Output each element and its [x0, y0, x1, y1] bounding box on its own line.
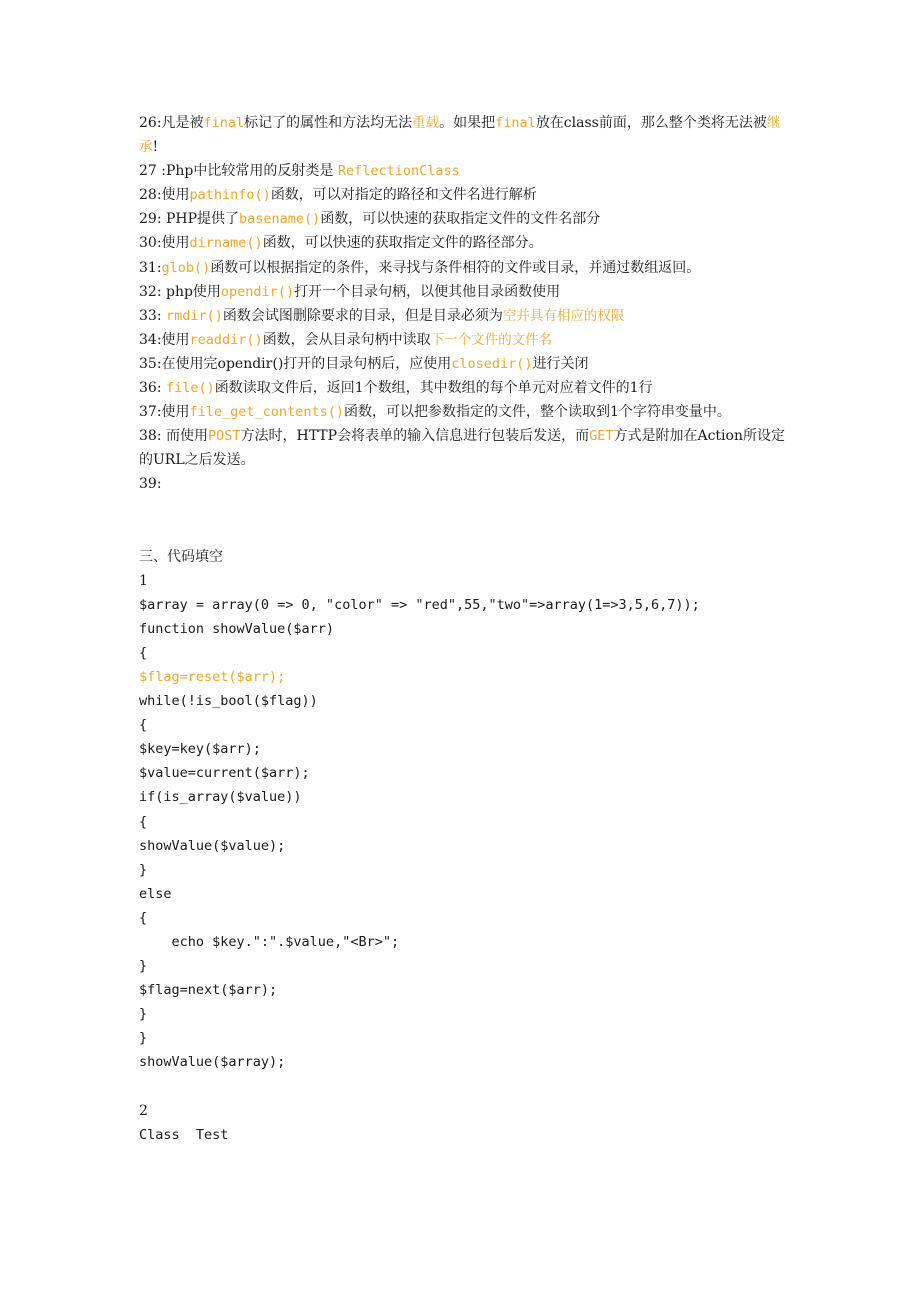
code-line: { — [139, 813, 148, 830]
highlighted-term: 重载 — [412, 115, 440, 131]
note-38 — [139, 424, 789, 472]
note-text: 30:使用 — [139, 235, 190, 252]
section-title: 三、代码填空 — [139, 548, 223, 565]
note-text: 37:使用 — [139, 404, 190, 421]
note-27 — [139, 159, 789, 183]
note-text: 函数，可以把参数指定的文件，整个读取到1个字符串变量中。 — [343, 404, 731, 421]
highlighted-term: pathinfo() — [189, 187, 271, 204]
note-text: 31: — [139, 259, 162, 276]
note-text: 函数，可以快速的获取指定文件的文件名部分 — [320, 211, 601, 228]
note-28 — [139, 183, 789, 207]
note-text: 26:凡是被 — [139, 115, 204, 131]
note-text: 35:在使用完opendir()打开的目录句柄后，应使用 — [139, 355, 452, 372]
note-text: 32: php使用 — [139, 283, 221, 300]
note-36 — [139, 376, 789, 400]
code-line: } — [139, 1030, 148, 1047]
note-text: 函数可以根据指定的条件，来寻找与条件相符的文件或目录，并通过数组返回。 — [210, 259, 701, 276]
code-line: { — [139, 644, 148, 661]
code-block-2 — [139, 1123, 789, 1147]
note-text: 方法时，HTTP会将表单的输入信息进行包装后发送，而 — [240, 428, 590, 445]
highlighted-term: glob() — [161, 259, 211, 276]
note-text: 进行关闭 — [532, 355, 589, 372]
highlighted-term: 下一个文件的文件名 — [430, 331, 553, 348]
note-text: 标记了的属性和方法均无法 — [244, 115, 413, 131]
document-page — [139, 111, 789, 1147]
highlighted-term: file() — [165, 380, 215, 397]
note-30 — [139, 231, 789, 255]
code-line: else — [139, 885, 172, 902]
note-37 — [139, 400, 789, 424]
code-line: echo $key.":".$value,"<Br>"; — [139, 934, 400, 950]
note-text: 33: — [139, 307, 166, 324]
code-line: $array = array(0 => 0, "color" => "red",55,"two"=>array(1=>3,5,6,7)); — [139, 596, 700, 613]
code-line: } — [139, 958, 148, 975]
note-29 — [139, 207, 789, 231]
spacer — [139, 497, 789, 545]
note-31 — [139, 256, 789, 280]
note-text: 函数，可以对指定的路径和文件名进行解析 — [270, 187, 537, 204]
code-line: } — [139, 1006, 148, 1023]
note-text: 函数，会从目录句柄中读取 — [262, 331, 431, 348]
code-line: { — [139, 909, 148, 926]
note-26 — [139, 111, 789, 159]
highlighted-term: 继承 — [139, 115, 781, 156]
note-text: 36: — [139, 380, 166, 397]
code-line: showValue($value); — [139, 837, 286, 854]
note-text: 函数，可以快速的获取指定文件的路径部分。 — [262, 235, 543, 252]
highlighted-term: POST — [207, 428, 241, 445]
note-text: 39: — [139, 476, 162, 493]
highlighted-term: dirname() — [189, 235, 263, 252]
note-text: 放在class前面，那么整个类将无法被 — [535, 115, 767, 131]
code-line: if(is_array($value)) — [139, 789, 302, 806]
note-34 — [139, 328, 789, 352]
note-text: 38: 而使用 — [139, 428, 208, 445]
note-text: 29: PHP提供了 — [139, 211, 240, 228]
code-line: $flag=reset($arr); — [139, 668, 286, 685]
note-32 — [139, 280, 789, 304]
note-33 — [139, 304, 789, 328]
highlighted-term: rmdir() — [165, 307, 223, 324]
code-line: $flag=next($arr); — [139, 982, 278, 999]
code-line: function showValue($arr) — [139, 620, 335, 637]
highlighted-term: opendir() — [220, 283, 295, 300]
note-text: 28:使用 — [139, 187, 190, 204]
code-block-1 — [139, 593, 789, 1075]
notes-list — [139, 111, 789, 497]
note-text: 方式是附加在Action所设定的URL之后发送。 — [139, 428, 785, 469]
code-line: showValue($array); — [139, 1054, 286, 1071]
highlighted-term: 空并具有相应的权限 — [502, 307, 625, 324]
highlighted-term: GET — [589, 428, 614, 445]
note-text: 打开一个目录句柄，以便其他目录函数使用 — [294, 283, 561, 300]
highlighted-term: ReflectionClass — [337, 163, 460, 180]
highlighted-term: final — [203, 115, 245, 131]
spacer — [139, 1075, 789, 1099]
note-35 — [139, 352, 789, 376]
code-line: while(!is_bool($flag)) — [139, 693, 318, 710]
highlighted-term: final — [495, 115, 536, 131]
code-line: $value=current($arr); — [139, 765, 310, 782]
question-number: 1 — [139, 572, 148, 589]
highlighted-term: file_get_contents() — [189, 404, 344, 421]
code-line: } — [139, 861, 148, 878]
note-text: 函数读取文件后，返回1个数组，其中数组的每个单元对应着文件的1行 — [214, 380, 653, 397]
highlighted-term: readdir() — [189, 331, 263, 348]
note-text: 函数会试图删除要求的目录，但是目录必须为 — [222, 307, 503, 324]
note-text: 34:使用 — [139, 331, 190, 348]
code-line: $key=key($arr); — [139, 741, 261, 758]
note-text: ! — [152, 139, 159, 156]
note-39 — [139, 472, 789, 496]
note-text: 。如果把 — [439, 115, 496, 131]
code-line: Class Test — [139, 1126, 229, 1143]
question-number: 2 — [139, 1102, 148, 1119]
note-text: 27 :Php中比较常用的反射类是 — [139, 163, 338, 180]
highlighted-term: closedir() — [451, 355, 533, 372]
code-line: { — [139, 717, 148, 734]
highlighted-term: basename() — [239, 211, 321, 228]
